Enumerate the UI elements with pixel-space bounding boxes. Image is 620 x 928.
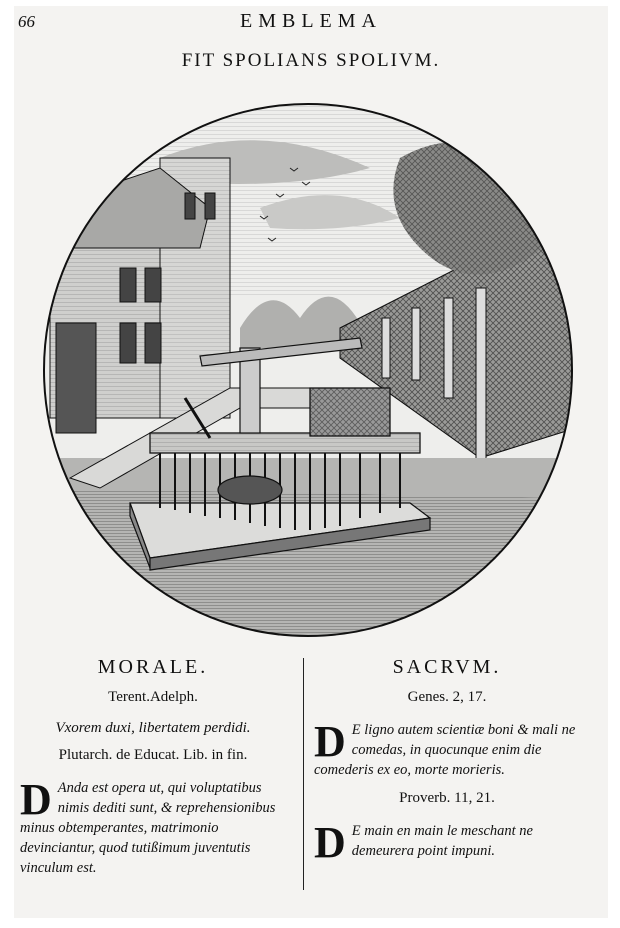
- morale-quote: Vxorem duxi, libertatem perdidi.: [55, 720, 251, 736]
- sacrum-source-1: Genes. 2, 17.: [407, 689, 487, 705]
- page-number: 66: [18, 12, 35, 31]
- drop-cap: D: [20, 775, 52, 824]
- drop-cap: D: [314, 818, 346, 867]
- building: [50, 158, 230, 433]
- sacrum-heading: SACRVM.: [392, 656, 502, 678]
- sacrum-column: [312, 656, 582, 867]
- morale-text: Anda est opera ut, qui voluptatibus nimis dediti sunt, & reprehensionibus minus obtemperantes, matrimonio devinciantur, quod tutißimum juventutis vinculum est.: [20, 780, 276, 876]
- sacrum-paragraph-2: [312, 818, 582, 867]
- sacrum-text-2: E main en main le meschant ne demeurera point impuni.: [351, 823, 533, 859]
- sacrum-paragraph-1: [312, 717, 582, 780]
- book-page: [14, 6, 608, 918]
- morale-heading: MORALE.: [97, 656, 209, 678]
- sacrum-source-2: Proverb. 11, 21.: [399, 790, 495, 806]
- morale-column: [18, 656, 288, 878]
- emblem-motto: FIT SPOLIANS SPOLIVM.: [181, 50, 441, 71]
- morale-source-2: Plutarch. de Educat. Lib. in fin.: [58, 747, 248, 763]
- morale-source-1: Terent.Adelph.: [108, 689, 198, 705]
- column-divider: [303, 658, 304, 890]
- sacrum-text-1: E ligno autem scientiæ boni & mali ne comedas, in quocunque enim die comederis ex eo, morte morieris.: [314, 722, 576, 778]
- drop-cap: D: [314, 717, 346, 766]
- emblem-engraving: [40, 98, 576, 638]
- morale-paragraph: [18, 775, 288, 878]
- emblem-label: EMBLEMA: [240, 10, 382, 32]
